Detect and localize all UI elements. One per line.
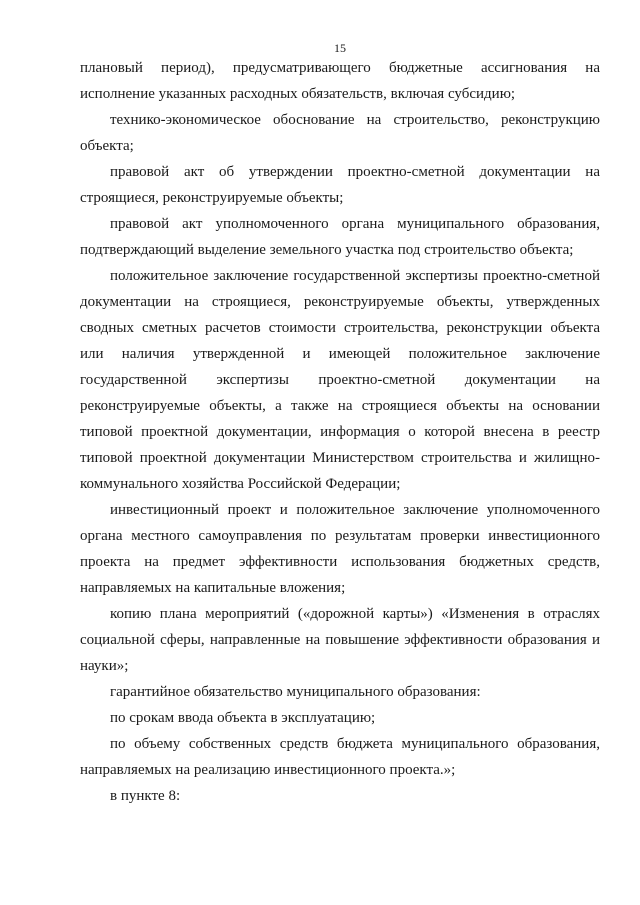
paragraph-design-approval-act: правовой акт об утверждении проектно-сметной документации на строящиеся, реконструируемые объекты; [80, 164, 600, 206]
paragraph-guarantee-obligation: гарантийное обязательство муниципального образования: [110, 684, 481, 700]
paragraph-investment-project: инвестиционный проект и положительное заключение уполномоченного органа местного самоуправления по результатам проверки инвестиционного проекта на предмет эффективности использования бюджетных средств, направляемых на капитальные вложения; [80, 502, 600, 596]
paragraph-own-funds: по объему собственных средств бюджета муниципального образования, направляемых на реализацию инвестиционного проекта.»; [80, 736, 600, 778]
document-body [80, 55, 600, 809]
paragraph-commissioning-terms: по срокам ввода объекта в эксплуатацию; [110, 710, 376, 726]
paragraph-state-expertise: положительное заключение государственной экспертизы проектно-сметной документации на строящиеся, реконструируемые объекты, утвержденных сводных сметных расчетов стоимости строительства, реконструкции объекта или наличия утвержденной и имеющей положительное заключение государственной экспертизы проектно-сметной документации на реконструируемые объекты, а также на строящиеся объекты на основании типовой проектной документации, информация о которой внесена в реестр типовой проектной документации Министерством строительства и жилищно-коммунального хозяйства Российской Федерации; [80, 268, 600, 492]
paragraph-roadmap-copy: копию плана мероприятий («дорожной карты») «Изменения в отраслях социальной сферы, направленные на повышение эффективности образования и науки»; [80, 606, 600, 674]
paragraph-clause-8: в пункте 8: [110, 788, 181, 804]
paragraph-land-allocation-act: правовой акт уполномоченного органа муниципального образования, подтверждающий выделение земельного участка под строительство объекта; [80, 216, 600, 258]
paragraph-continuation: плановый период), предусматривающего бюджетные ассигнования на исполнение указанных расходных обязательств, включая субсидию; [80, 60, 600, 102]
paragraph-feasibility-study: технико-экономическое обоснование на строительство, реконструкцию объекта; [80, 112, 600, 154]
page-number: 15 [334, 41, 346, 55]
